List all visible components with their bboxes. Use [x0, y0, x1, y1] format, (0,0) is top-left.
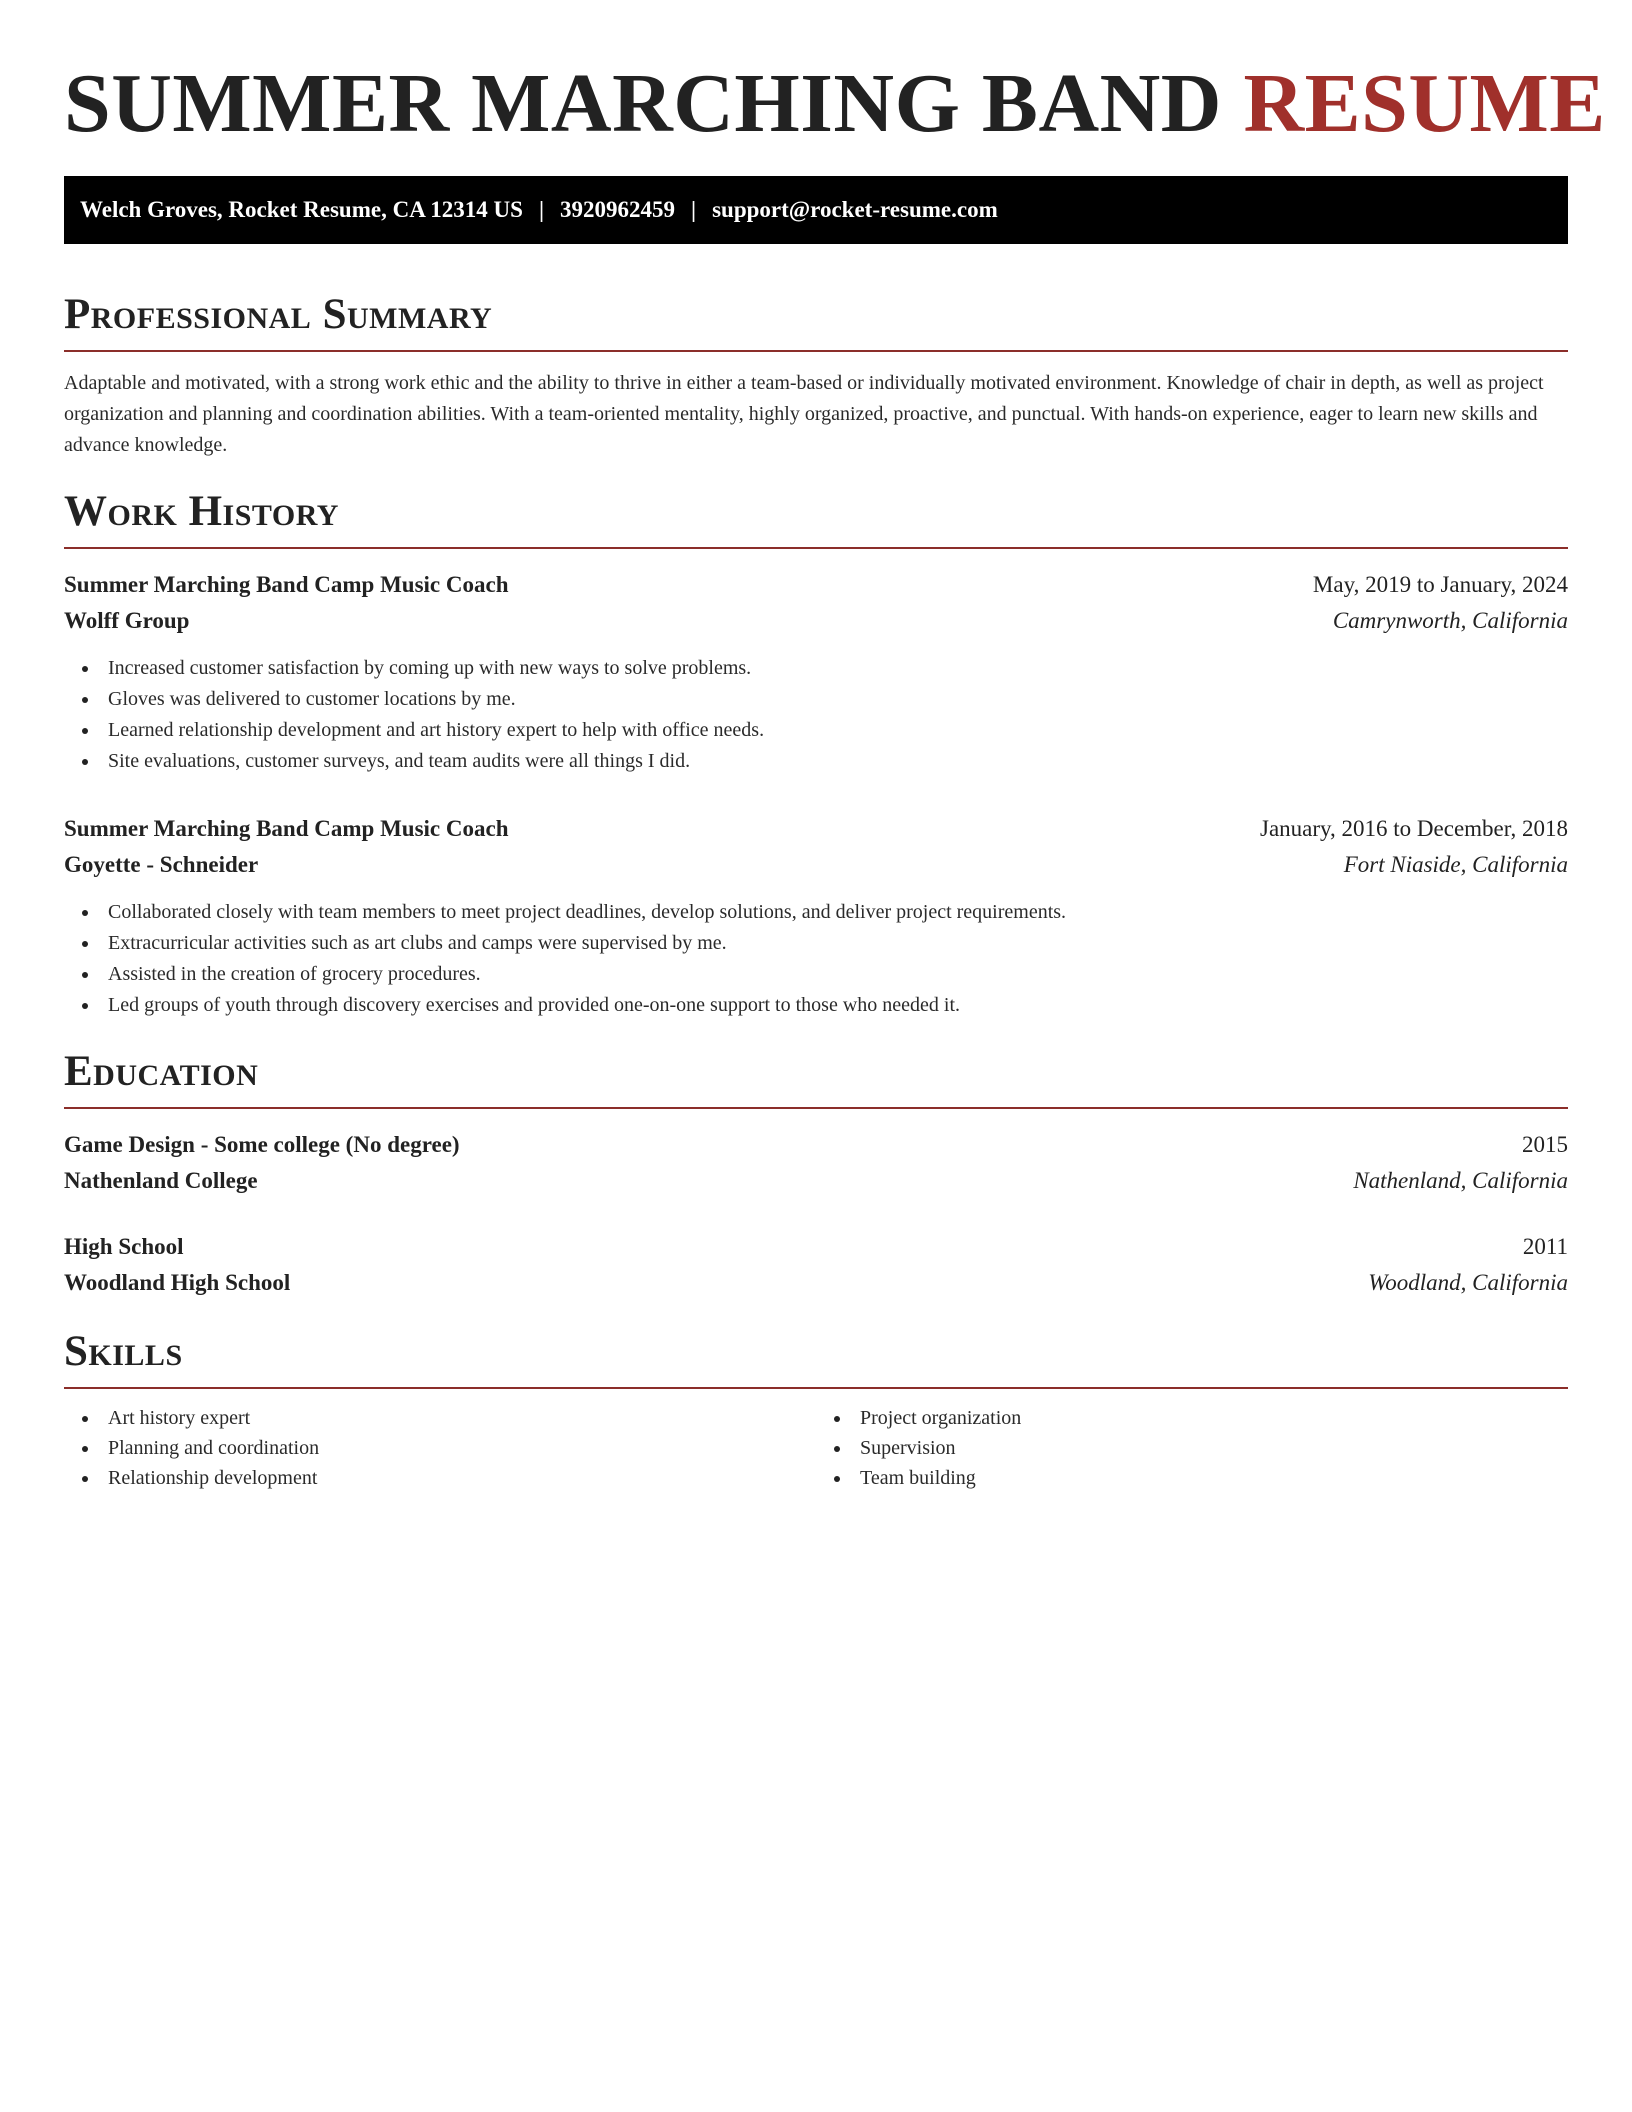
contact-address: Welch Groves, Rocket Resume, CA 12314 US: [80, 197, 523, 222]
title-accent: RESUME: [1243, 57, 1606, 150]
job-title: Summer Marching Band Camp Music Coach: [64, 816, 509, 841]
skill-item: Project organization: [816, 1403, 1568, 1433]
section-heading: Education: [64, 1048, 259, 1095]
skill-item: Team building: [816, 1463, 1568, 1493]
skills-column-left: [64, 1403, 816, 1493]
education-degree: Game Design - Some college (No degree): [64, 1132, 460, 1157]
education-school: Nathenland College: [64, 1168, 258, 1193]
job-title: Summer Marching Band Camp Music Coach: [64, 572, 509, 597]
work-history-section: [64, 487, 1568, 1021]
job-dates: January, 2016 to December, 2018: [1260, 816, 1568, 841]
list-item: Collaborated closely with team members to meet project deadlines, develop solutions, and deliver project requirements.: [64, 897, 1568, 928]
education-location: Nathenland, California: [1353, 1168, 1568, 1193]
contact-email: support@rocket-resume.com: [712, 197, 998, 222]
job-bullets: [64, 653, 1568, 777]
list-item: Learned relationship development and art history expert to help with office needs.: [64, 715, 1568, 746]
section-heading: Professional Summary: [64, 291, 493, 338]
title-main: SUMMER MARCHING BAND: [64, 57, 1222, 150]
section-divider: [64, 350, 1568, 352]
summary-text: Adaptable and motivated, with a strong work ethic and the ability to thrive in either a team-based or individually motivated environment. Knowledge of chair in depth, as well as project organization and planning and coordination abilities. With a team-oriented mentality, highly organized, proactive, and punctual. With hands-on experience, eager to learn new skills and advance knowledge.: [64, 372, 1544, 456]
job-company: Goyette - Schneider: [64, 852, 259, 877]
education-degree: High School: [64, 1234, 184, 1259]
section-divider: [64, 547, 1568, 549]
contact-separator: |: [538, 197, 545, 222]
contact-phone: 3920962459: [560, 197, 676, 222]
job-location: Fort Niaside, California: [1343, 852, 1568, 877]
skill-item: Art history expert: [64, 1403, 816, 1433]
skills-list: [816, 1403, 1568, 1493]
skills-list: [64, 1403, 816, 1493]
section-heading: Skills: [64, 1328, 183, 1375]
job-entry: [64, 567, 1568, 777]
skill-item: Planning and coordination: [64, 1433, 816, 1463]
skill-item: Supervision: [816, 1433, 1568, 1463]
list-item: Increased customer satisfaction by coming up with new ways to solve problems.: [64, 653, 1568, 684]
list-item: Extracurricular activities such as art clubs and camps were supervised by me.: [64, 928, 1568, 959]
list-item: Led groups of youth through discovery exercises and provided one-on-one support to those who needed it.: [64, 990, 1568, 1021]
job-entry: [64, 811, 1568, 1021]
education-entry: [64, 1229, 1568, 1301]
summary-section: [64, 290, 1568, 461]
section-heading: Work History: [64, 488, 339, 535]
education-entry: [64, 1127, 1568, 1199]
job-dates: May, 2019 to January, 2024: [1312, 572, 1568, 597]
section-divider: [64, 1387, 1568, 1389]
contact-bar: [64, 176, 1568, 244]
job-bullets: [64, 897, 1568, 1021]
skills-column-right: [816, 1403, 1568, 1493]
skill-item: Relationship development: [64, 1463, 816, 1493]
list-item: Site evaluations, customer surveys, and team audits were all things I did.: [64, 746, 1568, 777]
education-location: Woodland, California: [1368, 1270, 1568, 1295]
skills-grid: [64, 1403, 1568, 1493]
job-location: Camrynworth, California: [1332, 608, 1568, 633]
list-item: Gloves was delivered to customer locations by me.: [64, 684, 1568, 715]
education-section: [64, 1047, 1568, 1301]
education-year: 2011: [1522, 1234, 1568, 1259]
section-divider: [64, 1107, 1568, 1109]
skills-section: [64, 1327, 1568, 1493]
contact-separator: |: [691, 197, 697, 222]
education-school: Woodland High School: [64, 1270, 291, 1295]
list-item: Assisted in the creation of grocery procedures.: [64, 959, 1568, 990]
education-year: 2015: [1522, 1132, 1568, 1157]
job-company: Wolff Group: [64, 608, 190, 633]
resume-title: [64, 54, 1606, 154]
